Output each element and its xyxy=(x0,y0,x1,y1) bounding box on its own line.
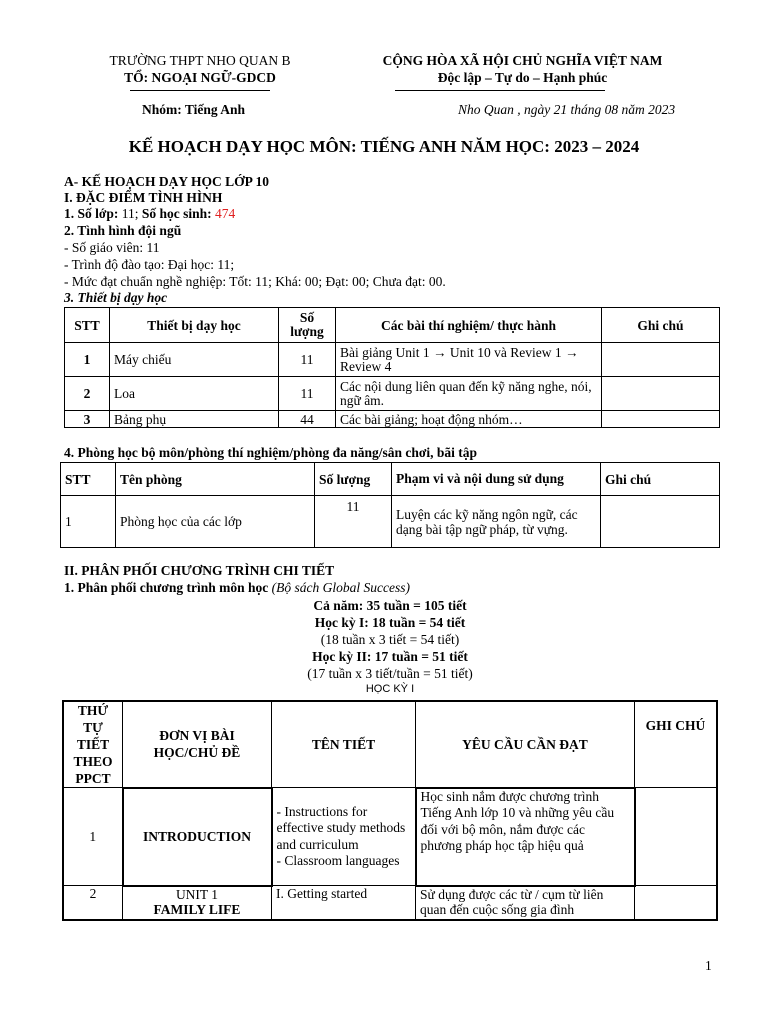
header-left-rule xyxy=(130,90,270,91)
staff-teachers: - Số giáo viên: 11 xyxy=(64,240,160,255)
row-stt: 3 xyxy=(65,411,110,428)
plan-table xyxy=(62,700,718,921)
semester2-total: Học kỳ II: 17 tuần = 51 tiết xyxy=(312,649,468,664)
col-experiments: Các bài thí nghiệm/ thực hành xyxy=(336,308,602,343)
row-stt: 1 xyxy=(61,496,116,548)
row-quantity: 11 xyxy=(315,496,392,548)
row-device: Máy chiếu xyxy=(110,343,279,377)
country-name: CỘNG HÒA XÃ HỘI CHỦ NGHĨA VIỆT NAM xyxy=(382,53,663,68)
row-note xyxy=(635,788,718,886)
semester-label: HỌC KỲ I xyxy=(365,683,415,695)
plan-header-row xyxy=(63,701,717,788)
row-unit: INTRODUCTION xyxy=(123,788,272,886)
semester1-total: Học kỳ I: 18 tuần = 54 tiết xyxy=(314,615,466,630)
semester2-detail: (17 tuần x 3 tiết/tuần = 51 tiết) xyxy=(307,666,473,681)
school-name: TRƯỜNG THPT NHO QUAN B xyxy=(109,53,291,68)
header-left xyxy=(60,52,340,86)
staff-standard: - Mức đạt chuẩn nghề nghiệp: Tốt: 11; Khá: 00; Đạt: 00; Chưa đạt: 00. xyxy=(64,274,446,289)
row-room: Phòng học của các lớp xyxy=(116,496,315,548)
col-device: Thiết bị dạy học xyxy=(110,308,279,343)
schedule-summary xyxy=(0,597,768,682)
row-note xyxy=(602,411,720,428)
staff-training: - Trình độ đào tạo: Đại học: 11; xyxy=(64,257,235,272)
row-quantity: 11 xyxy=(279,343,336,377)
motto: Độc lập – Tự do – Hạnh phúc xyxy=(437,70,608,85)
header-right xyxy=(340,52,705,86)
row-lesson: I. Getting started xyxy=(272,886,416,920)
row-scope: Luyện các kỹ năng ngôn ngữ, các dạng bài tập ngữ pháp, từ vựng. xyxy=(392,496,601,548)
col-unit: ĐƠN VỊ BÀI HỌC/CHỦ ĐỀ xyxy=(123,701,272,788)
col-quantity: Số lượng xyxy=(279,308,336,343)
col-room: Tên phòng xyxy=(116,463,315,496)
col-notes: GHI CHÚ xyxy=(635,701,718,788)
row-unit xyxy=(123,886,272,920)
col-stt: STT xyxy=(65,308,110,343)
department-name: TỔ: NGOẠI NGỮ-GDCD xyxy=(124,70,276,85)
classes-value: 11; xyxy=(118,206,139,221)
row-content: Bài giảng Unit 1 → Unit 10 và Review 1 → Review 4 xyxy=(336,343,602,377)
students-value: 474 xyxy=(211,206,236,221)
part1-heading: I. ĐẶC ĐIỂM TÌNH HÌNH xyxy=(64,190,223,205)
col-notes: Ghi chú xyxy=(602,308,720,343)
row-content: Các nội dung liên quan đến kỹ năng nghe, nói, ngữ âm. xyxy=(336,377,602,411)
students-label: Số học sinh: xyxy=(138,206,212,221)
row-device: Bảng phụ xyxy=(110,411,279,428)
row-note xyxy=(602,377,720,411)
class-count-line xyxy=(64,206,235,222)
col-period-order: THỨ TỰ TIẾT THEO PPCT xyxy=(63,701,123,788)
page-number: 1 xyxy=(705,958,712,973)
program-book: (Bộ sách Global Success) xyxy=(268,580,410,595)
col-stt: STT xyxy=(61,463,116,496)
row-content: Các bài giảng; hoạt động nhóm… xyxy=(336,411,602,428)
row-note xyxy=(635,886,718,920)
col-notes: Ghi chú xyxy=(601,463,720,496)
equipment-header-row xyxy=(65,308,720,343)
col-scope: Phạm vi và nội dung sử dụng xyxy=(392,463,601,496)
table-row xyxy=(65,411,720,428)
page-title: KẾ HOẠCH DẠY HỌC MÔN: TIẾNG ANH NĂM HỌC: 2023 – 2024 xyxy=(128,137,640,156)
row-period: 2 xyxy=(63,886,123,920)
row-note xyxy=(601,496,720,548)
year-total: Cả năm: 35 tuần = 105 tiết xyxy=(313,598,467,613)
equipment-heading: 3. Thiết bị dạy học xyxy=(64,290,168,305)
equipment-table xyxy=(64,307,720,428)
room-header-row xyxy=(61,463,720,496)
section-ii-heading: II. PHÂN PHỐI CHƯƠNG TRÌNH CHI TIẾT xyxy=(64,563,335,578)
row-note xyxy=(602,343,720,377)
table-row xyxy=(65,377,720,411)
table-row xyxy=(65,343,720,377)
group-name: Nhóm: Tiếng Anh xyxy=(142,102,246,117)
row-quantity: 44 xyxy=(279,411,336,428)
row-requirements: Sử dụng được các từ / cụm từ liên quan đến cuộc sống gia đình xyxy=(416,886,635,920)
col-quantity: Số lượng xyxy=(315,463,392,496)
room-heading: 4. Phòng học bộ môn/phòng thí nghiệm/phòng đa năng/sân chơi, bãi tập xyxy=(64,445,477,460)
program-line xyxy=(64,580,410,596)
section-a-heading: A- KẾ HOẠCH DẠY HỌC LỚP 10 xyxy=(64,174,270,189)
room-table xyxy=(60,462,720,548)
table-row xyxy=(63,886,717,920)
row-requirements: Học sinh nắm được chương trình Tiếng Anh lớp 10 và những yêu cầu đối với bộ môn, nắm được các phương pháp học tập hiệu quả xyxy=(416,788,635,886)
classes-label: 1. Số lớp: xyxy=(64,206,119,221)
row-stt: 1 xyxy=(65,343,110,377)
table-row xyxy=(61,496,720,548)
row-unit-number: UNIT 1 xyxy=(175,886,219,902)
place-date: Nho Quan , ngày 21 tháng 08 năm 2023 xyxy=(458,102,676,117)
row-device: Loa xyxy=(110,377,279,411)
col-requirements: YÊU CẦU CẦN ĐẠT xyxy=(416,701,635,788)
header-right-rule xyxy=(395,90,605,91)
program-label: 1. Phân phối chương trình môn học xyxy=(64,580,269,595)
row-unit-title: FAMILY LIFE xyxy=(153,901,241,917)
row-quantity: 11 xyxy=(279,377,336,411)
row-stt: 2 xyxy=(65,377,110,411)
col-lesson-name: TÊN TIẾT xyxy=(272,701,416,788)
row-period: 1 xyxy=(63,788,123,886)
row-lesson: - Instructions for effective study methods and curriculum - Classroom languages xyxy=(272,788,416,886)
semester1-detail: (18 tuần x 3 tiết = 54 tiết) xyxy=(320,632,460,647)
table-row xyxy=(63,788,717,886)
staff-heading: 2. Tình hình đội ngũ xyxy=(64,223,182,238)
